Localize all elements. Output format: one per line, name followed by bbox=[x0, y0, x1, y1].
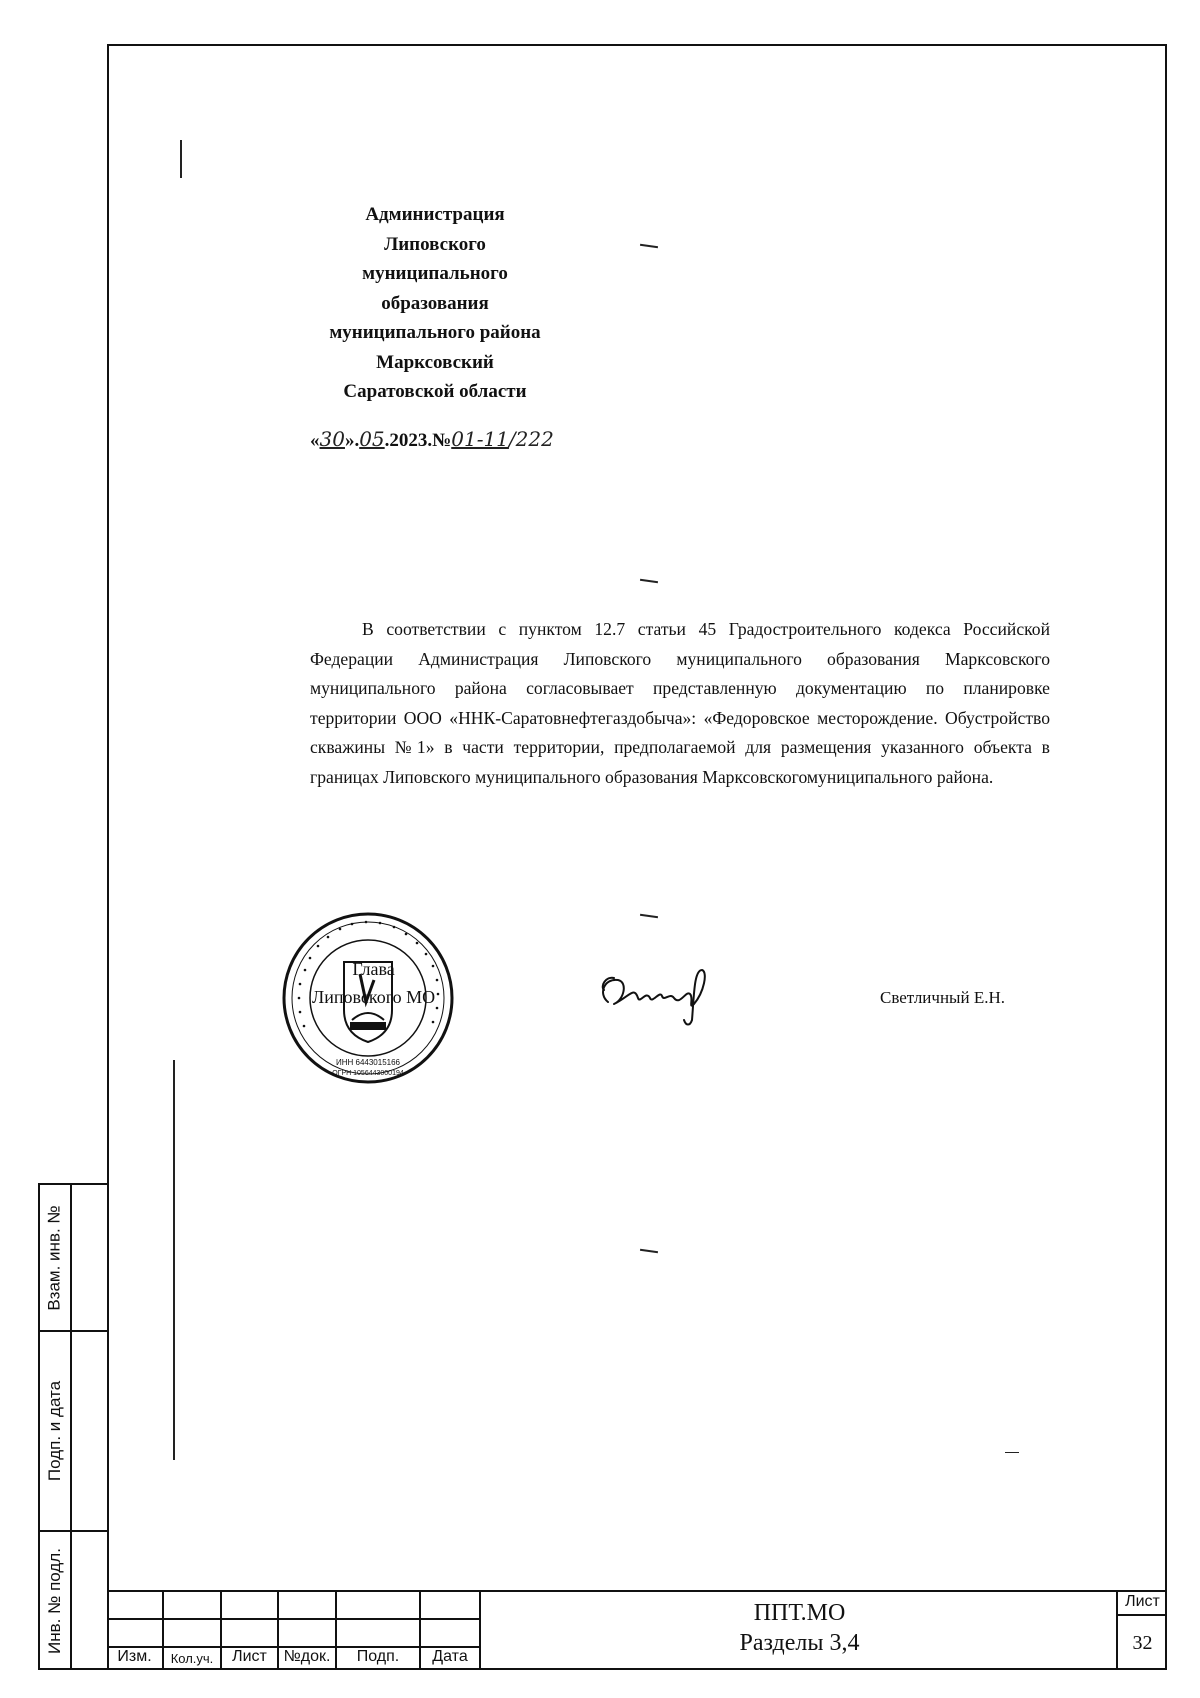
body-paragraph: В соответствии с пунктом 12.7 статьи 45 Градостроительного кодекса Российской Федерации Администрация Липовского муниципального образования Марксовского муниципального района согласовывает представленную документацию по планировке территории ООО «ННК-Саратовнефтегаздобыча»: «Федоровское месторождение. Обустройство скважины №1» в части территории, предполагаемой для размещения указанного объекта в границах Липовского муниципального образования Марксовскогомуниципального района. bbox=[310, 619, 1050, 787]
column-label: Дата bbox=[432, 1648, 468, 1665]
margin-label-text: Подп. и дата bbox=[45, 1380, 65, 1482]
position-line: Липовского МО bbox=[312, 987, 436, 1007]
scan-mark bbox=[180, 140, 182, 178]
body-text bbox=[310, 615, 1050, 792]
org-line: Липовского bbox=[384, 233, 486, 255]
margin-label-replacement bbox=[40, 1185, 70, 1330]
organization-header bbox=[290, 200, 580, 407]
column-label: Лист bbox=[232, 1648, 267, 1665]
date-month: 05 bbox=[359, 427, 385, 451]
document-date-number bbox=[310, 427, 554, 452]
margin-label-text: Взам. инв. № bbox=[45, 1204, 65, 1311]
margin-label-original-inventory bbox=[40, 1532, 70, 1670]
scan-mark bbox=[173, 1060, 175, 1460]
column-label: Изм. bbox=[117, 1648, 152, 1665]
left-margin-divider bbox=[70, 1183, 72, 1670]
doc-number: 01-11 bbox=[451, 427, 509, 451]
org-line: муниципального района bbox=[329, 322, 541, 343]
drawing-frame bbox=[107, 44, 1167, 1670]
margin-label-sign-date bbox=[40, 1332, 70, 1530]
org-line: Марксовский bbox=[376, 351, 494, 373]
stamp-inn: ИНН 6443015166 bbox=[335, 1058, 401, 1067]
date-year: .2023.№ bbox=[384, 430, 452, 451]
signer-name: Светличный Е.Н. bbox=[880, 988, 1005, 1007]
document-designation bbox=[481, 1590, 1118, 1670]
margin-label-text: Инв. № подл. bbox=[45, 1548, 64, 1654]
sheet-label: Лист bbox=[1125, 1593, 1160, 1610]
date-day: 30 bbox=[319, 427, 345, 451]
scan-mark bbox=[1005, 1452, 1019, 1453]
org-line: муниципального bbox=[362, 263, 508, 284]
column-label: Кол.уч. bbox=[170, 1651, 214, 1666]
title-block bbox=[107, 1590, 1167, 1670]
org-line: образования bbox=[381, 292, 489, 314]
org-line: Саратовской области bbox=[343, 381, 527, 402]
org-line: Администрация bbox=[365, 204, 505, 225]
sheet-number: 32 bbox=[1132, 1632, 1153, 1654]
position-line: Глава bbox=[352, 959, 395, 979]
quote-open: « bbox=[310, 430, 320, 451]
quote-close: ». bbox=[344, 430, 360, 451]
column-label: №док. bbox=[283, 1648, 331, 1665]
doc-number-tail: /222 bbox=[508, 427, 554, 451]
document-sections: Разделы 3,4 bbox=[739, 1630, 860, 1656]
handwritten-signature bbox=[590, 960, 720, 1030]
signatory-position bbox=[312, 955, 435, 1011]
column-label: Подп. bbox=[356, 1648, 400, 1665]
document-code: ППТ.МО bbox=[753, 1600, 846, 1626]
stamp-ogrn: ОГРН 1056443000194 bbox=[332, 1070, 404, 1077]
